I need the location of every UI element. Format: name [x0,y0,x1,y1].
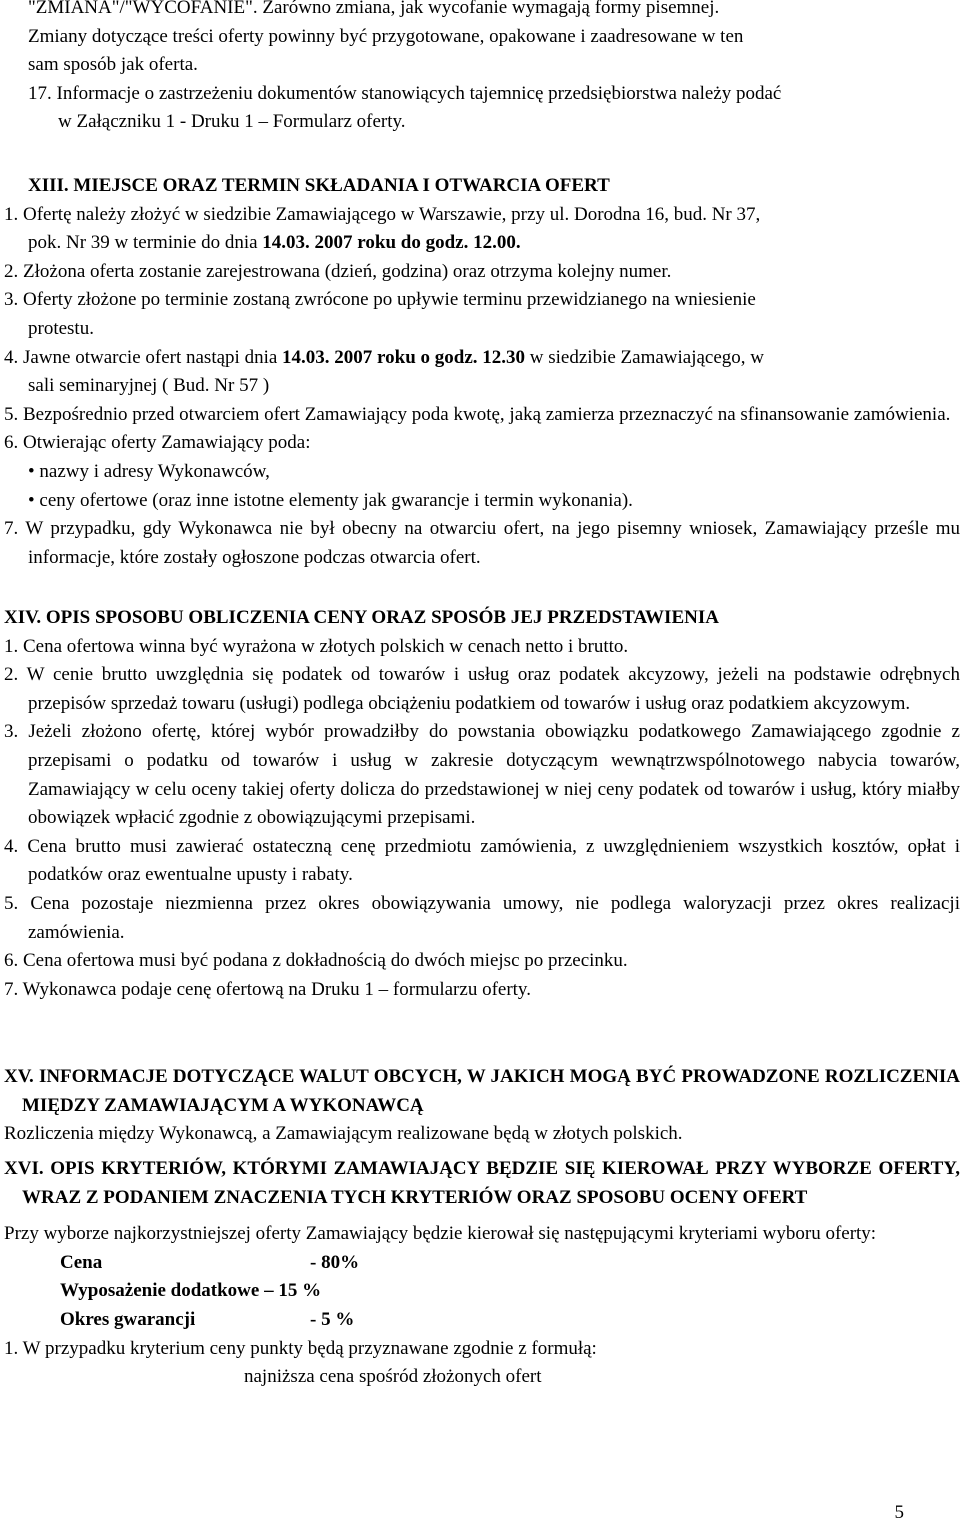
formula-numerator: najniższa cena spośród złożonych ofert [244,1366,542,1388]
list-item: 6. Otwierając oferty Zamawiający poda: [4,432,311,454]
list-item-continued: protestu. [28,317,94,339]
list-item: 4. Jawne otwarcie ofert nastąpi dnia 14.03. 2007 roku o godz. 12.30 w siedzibie Zamawiającego, w [4,346,765,368]
criterion-label: Cena [60,1251,103,1273]
list-item: 1. Cena ofertowa winna być wyrażona w złotych polskich w cenach netto i brutto. [4,635,629,657]
list-item-continued: sali seminaryjnej ( Bud. Nr 57 ) [28,375,270,397]
list-item: 1. W przypadku kryterium ceny punkty będą przyznawane zgodnie z formułą: [4,1337,597,1359]
section-heading: XVI. OPIS KRYTERIÓW, KTÓRYMI ZAMAWIAJĄCY BĘDZIE SIĘ KIEROWAŁ PRZY WYBORZE OFERTY, WRAZ Z PODANIEM ZNACZENIA TYCH KRYTERIÓW ORAZ SPOSOBU OCENY OFERT [4,1158,960,1208]
list-item: 7. W przypadku, gdy Wykonawca nie był obecny na otwarciu ofert, na jego pisemny wniosek, Zamawiający prześle mu informacje, które zostały ogłoszone podczas otwarcia ofert. [4,518,960,568]
criterion-row [4,1249,960,1278]
paragraph: Przy wyborze najkorzystniejszej oferty Zamawiający będzie kierował się następującymi kryteriami wyboru oferty: [4,1223,877,1245]
text-line: Zmiany dotyczące treści oferty powinny być przygotowane, opakowane i zaadresowane w ten [28,25,744,47]
list-item: 6. Cena ofertowa musi być podana z dokładnością do dwóch miejsc po przecinku. [4,950,628,972]
page-number: 5 [894,1502,904,1523]
bullet-item: • ceny ofertowe (oraz inne istotne elementy jak gwarancje i termin wykonania). [28,489,633,511]
criterion-weight: - 80% [310,1251,360,1273]
text-line: sam sposób jak oferta. [28,54,198,76]
paragraph: Rozliczenia między Wykonawcą, a Zamawiającym realizowane będą w złotych polskich. [4,1123,683,1145]
bullet-item: • nazwy i adresy Wykonawców, [28,460,270,482]
text-line: w Załączniku 1 - Druku 1 – Formularz oferty. [58,111,406,133]
section-xiii [4,172,960,572]
text-line: 17. Informacje o zastrzeżeniu dokumentów stanowiących tajemnicę przedsiębiorstwa należy podać [28,82,782,104]
section-xvi [4,1155,960,1392]
text-block-top [28,0,960,137]
list-item: 3. Oferty złożone po terminie zostaną zwrócone po upływie terminu przewidzianego na wniesienie [4,289,756,311]
section-heading: XIV. OPIS SPOSOBU OBLICZENIA CENY ORAZ SPOSÓB JEJ PRZEDSTAWIENIA [4,607,719,628]
section-xv [4,1063,960,1149]
text-line: "ZMIANA"/"WYCOFANIE". Zarówno zmiana, jak wycofanie wymagają formy pisemnej. [28,0,720,18]
criterion-row [4,1306,960,1335]
criterion-weight: - 5 % [310,1308,355,1330]
criterion-row [4,1277,960,1306]
list-item: 4. Cena brutto musi zawierać ostateczną cenę przedmiotu zamówienia, z uwzględnieniem wszystkich kosztów, opłat i podatków oraz ewentualne upusty i rabaty. [4,835,960,886]
list-item: 3. Jeżeli złożono ofertę, której wybór prowadziłby do powstania obowiązku podatkowego Zamawiającego zgodnie z przepisami o podatku od towarów i usług w zakresie dotyczącym wewnątrzwspólnotowego nabycia towarów, Zamawiający w celu oceny takiej oferty dolicza do przedstawionej w niej ceny podatek od towarów i usług, który miałby obowiązek wpłacić zgodnie z obowiązującymi przepisami. [4,721,960,829]
list-item: 2. Złożona oferta zostanie zarejestrowana (dzień, godzina) oraz otrzyma kolejny numer. [4,260,672,282]
criterion-label: Okres gwarancji [60,1308,196,1330]
criterion-label: Wyposażenie dodatkowe – 15 % [60,1280,322,1302]
list-item: 5. Cena pozostaje niezmienna przez okres obowiązywania umowy, nie podlega waloryzacji przez okres realizacji zamówienia. [4,892,960,943]
list-item: 2. W cenie brutto uwzględnia się podatek od towarów i usług oraz podatek akcyzowy, jeżeli na podstawie odrębnych przepisów sprzedaż towaru (usługi) podlega obciążeniu podatkiem od towarów i usług oraz podatkiem akcyzowym. [4,664,960,714]
section-xiv [4,604,960,1004]
list-item: 7. Wykonawca podaje cenę ofertową na Druku 1 – formularzu oferty. [4,978,531,1000]
list-item-continued: pok. Nr 39 w terminie do dnia 14.03. 2007 roku do godz. 12.00. [28,232,521,254]
criteria-list [4,1249,960,1335]
list-item: 1. Ofertę należy złożyć w siedzibie Zamawiającego w Warszawie, przy ul. Dorodna 16, bud. Nr 37, [4,203,761,225]
section-heading: XV. INFORMACJE DOTYCZĄCE WALUT OBCYCH, W JAKICH MOGĄ BYĆ PROWADZONE ROZLICZENIA MIĘDZY ZAMAWIAJĄCYM A WYKONAWCĄ [4,1066,960,1116]
section-heading: XIII. MIEJSCE ORAZ TERMIN SKŁADANIA I OTWARCIA OFERT [28,175,610,196]
list-item: 5. Bezpośrednio przed otwarciem ofert Zamawiający poda kwotę, jaką zamierza przeznaczyć na sfinansowanie zamówienia. [4,403,951,425]
